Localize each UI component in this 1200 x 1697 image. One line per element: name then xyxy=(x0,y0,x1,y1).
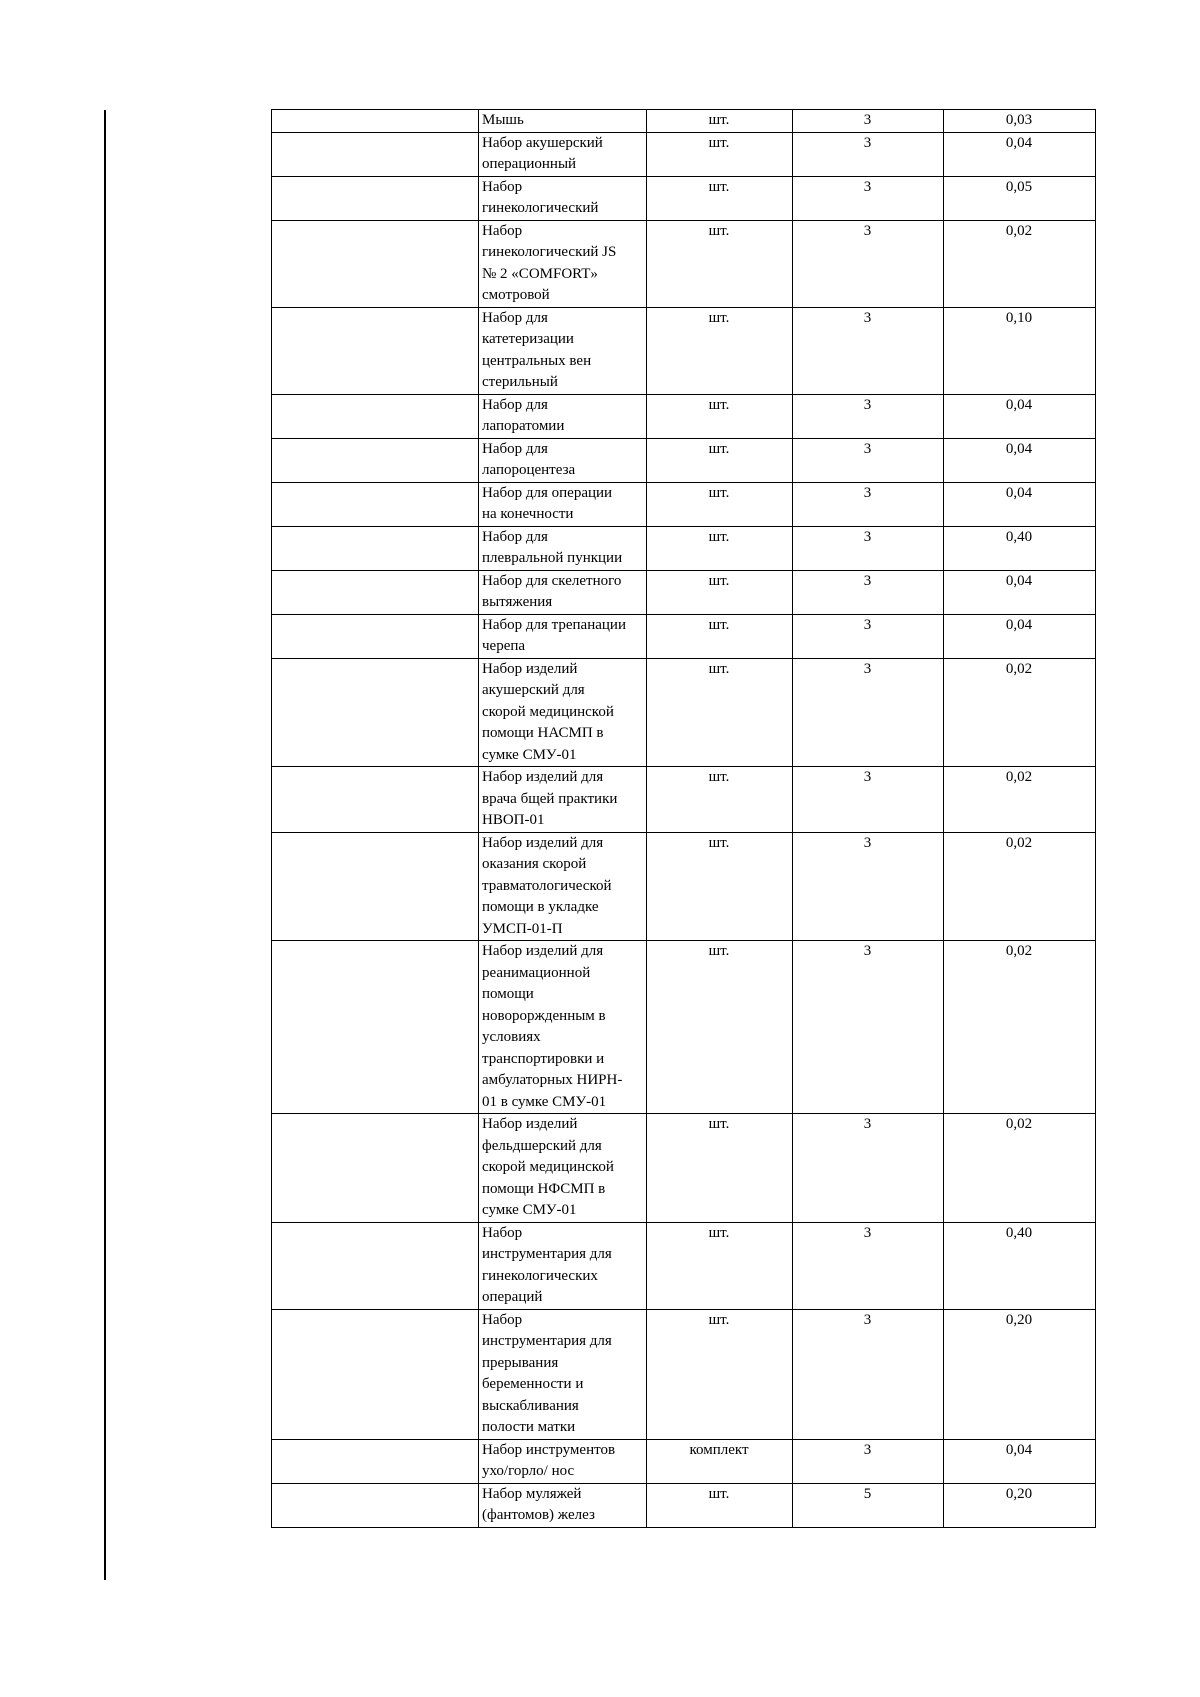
table-row xyxy=(272,767,1096,833)
value-cell: 0,04 xyxy=(944,570,1096,614)
item-name-cell: Набор муляжей (фантомов) желез xyxy=(479,1483,647,1527)
item-name-cell: Набор изделий для реанимационной помощи новороржденным в условиях транспортировки и амбулаторных НИРН- 01 в сумке СМУ-01 xyxy=(479,941,647,1114)
table-row xyxy=(272,570,1096,614)
table-row xyxy=(272,1309,1096,1439)
blank-cell xyxy=(272,110,479,133)
blank-cell xyxy=(272,570,479,614)
table-row xyxy=(272,1222,1096,1309)
table-row xyxy=(272,941,1096,1114)
value-cell: 0,40 xyxy=(944,526,1096,570)
item-name-cell: Набор изделий фельдшерский для скорой медицинской помощи НФСМП в сумке СМУ-01 xyxy=(479,1114,647,1223)
item-name-cell: Набор изделий акушерский для скорой медицинской помощи НАСМП в сумке СМУ-01 xyxy=(479,658,647,767)
unit-cell: шт. xyxy=(647,614,793,658)
blank-cell xyxy=(272,658,479,767)
blank-cell xyxy=(272,1483,479,1527)
quantity-cell: 3 xyxy=(793,176,944,220)
unit-cell: шт. xyxy=(647,220,793,307)
blank-cell xyxy=(272,614,479,658)
blank-cell xyxy=(272,1222,479,1309)
item-name-cell: Набор инструментария для прерывания беременности и выскабливания полости матки xyxy=(479,1309,647,1439)
unit-cell: шт. xyxy=(647,132,793,176)
unit-cell: шт. xyxy=(647,482,793,526)
value-cell: 0,02 xyxy=(944,767,1096,833)
unit-cell: шт. xyxy=(647,526,793,570)
blank-cell xyxy=(272,941,479,1114)
table-row xyxy=(272,658,1096,767)
table-row xyxy=(272,526,1096,570)
item-name-cell: Набор инструментария для гинекологических операций xyxy=(479,1222,647,1309)
table-row xyxy=(272,394,1096,438)
quantity-cell: 3 xyxy=(793,482,944,526)
quantity-cell: 3 xyxy=(793,307,944,394)
unit-cell: шт. xyxy=(647,941,793,1114)
table-row xyxy=(272,307,1096,394)
unit-cell: шт. xyxy=(647,176,793,220)
left-margin-line xyxy=(104,110,106,1580)
blank-cell xyxy=(272,438,479,482)
blank-cell xyxy=(272,307,479,394)
table-row xyxy=(272,132,1096,176)
value-cell: 0,04 xyxy=(944,482,1096,526)
quantity-cell: 3 xyxy=(793,767,944,833)
item-name-cell: Мышь xyxy=(479,110,647,133)
blank-cell xyxy=(272,767,479,833)
value-cell: 0,03 xyxy=(944,110,1096,133)
quantity-cell: 3 xyxy=(793,438,944,482)
quantity-cell: 5 xyxy=(793,1483,944,1527)
blank-cell xyxy=(272,526,479,570)
value-cell: 0,02 xyxy=(944,1114,1096,1223)
item-name-cell: Набор для плевральной пункции xyxy=(479,526,647,570)
blank-cell xyxy=(272,176,479,220)
blank-cell xyxy=(272,832,479,941)
quantity-cell: 3 xyxy=(793,394,944,438)
unit-cell: шт. xyxy=(647,307,793,394)
table-row xyxy=(272,1439,1096,1483)
value-cell: 0,02 xyxy=(944,941,1096,1114)
item-name-cell: Набор изделий для оказания скорой травматологической помощи в укладке УМСП-01-П xyxy=(479,832,647,941)
unit-cell: шт. xyxy=(647,1114,793,1223)
item-name-cell: Набор для трепанации черепа xyxy=(479,614,647,658)
value-cell: 0,04 xyxy=(944,132,1096,176)
quantity-cell: 3 xyxy=(793,570,944,614)
quantity-cell: 3 xyxy=(793,1439,944,1483)
quantity-cell: 3 xyxy=(793,220,944,307)
value-cell: 0,02 xyxy=(944,832,1096,941)
unit-cell: шт. xyxy=(647,832,793,941)
item-name-cell: Набор для лапоратомии xyxy=(479,394,647,438)
value-cell: 0,20 xyxy=(944,1483,1096,1527)
value-cell: 0,04 xyxy=(944,1439,1096,1483)
unit-cell: шт. xyxy=(647,1309,793,1439)
quantity-cell: 3 xyxy=(793,526,944,570)
table-row xyxy=(272,438,1096,482)
item-name-cell: Набор акушерский операционный xyxy=(479,132,647,176)
unit-cell: шт. xyxy=(647,394,793,438)
unit-cell: шт. xyxy=(647,110,793,133)
item-name-cell: Набор гинекологический JS № 2 «COMFORT» смотровой xyxy=(479,220,647,307)
table-row xyxy=(272,482,1096,526)
quantity-cell: 3 xyxy=(793,1222,944,1309)
unit-cell: шт. xyxy=(647,1222,793,1309)
item-name-cell: Набор для лапороцентеза xyxy=(479,438,647,482)
value-cell: 0,04 xyxy=(944,438,1096,482)
value-cell: 0,04 xyxy=(944,614,1096,658)
quantity-cell: 3 xyxy=(793,658,944,767)
blank-cell xyxy=(272,1439,479,1483)
blank-cell xyxy=(272,394,479,438)
unit-cell: шт. xyxy=(647,658,793,767)
item-name-cell: Набор изделий для врача бщей практики НВОП-01 xyxy=(479,767,647,833)
value-cell: 0,20 xyxy=(944,1309,1096,1439)
quantity-cell: 3 xyxy=(793,132,944,176)
item-name-cell: Набор для операции на конечности xyxy=(479,482,647,526)
unit-cell: шт. xyxy=(647,570,793,614)
blank-cell xyxy=(272,1114,479,1223)
unit-cell: комплект xyxy=(647,1439,793,1483)
table-row xyxy=(272,176,1096,220)
quantity-cell: 3 xyxy=(793,110,944,133)
quantity-cell: 3 xyxy=(793,832,944,941)
value-cell: 0,40 xyxy=(944,1222,1096,1309)
table-row xyxy=(272,832,1096,941)
items-table-body xyxy=(272,110,1096,1528)
value-cell: 0,10 xyxy=(944,307,1096,394)
unit-cell: шт. xyxy=(647,767,793,833)
value-cell: 0,04 xyxy=(944,394,1096,438)
table-row xyxy=(272,1114,1096,1223)
blank-cell xyxy=(272,220,479,307)
table-row xyxy=(272,110,1096,133)
value-cell: 0,02 xyxy=(944,658,1096,767)
quantity-cell: 3 xyxy=(793,614,944,658)
item-name-cell: Набор инструментов ухо/горло/ нос xyxy=(479,1439,647,1483)
unit-cell: шт. xyxy=(647,1483,793,1527)
blank-cell xyxy=(272,1309,479,1439)
table-row xyxy=(272,1483,1096,1527)
item-name-cell: Набор для катетеризации центральных вен стерильный xyxy=(479,307,647,394)
value-cell: 0,02 xyxy=(944,220,1096,307)
item-name-cell: Набор для скелетного вытяжения xyxy=(479,570,647,614)
quantity-cell: 3 xyxy=(793,1309,944,1439)
quantity-cell: 3 xyxy=(793,941,944,1114)
unit-cell: шт. xyxy=(647,438,793,482)
item-name-cell: Набор гинекологический xyxy=(479,176,647,220)
items-table xyxy=(271,109,1096,1528)
blank-cell xyxy=(272,132,479,176)
value-cell: 0,05 xyxy=(944,176,1096,220)
blank-cell xyxy=(272,482,479,526)
table-row xyxy=(272,220,1096,307)
quantity-cell: 3 xyxy=(793,1114,944,1223)
table-row xyxy=(272,614,1096,658)
